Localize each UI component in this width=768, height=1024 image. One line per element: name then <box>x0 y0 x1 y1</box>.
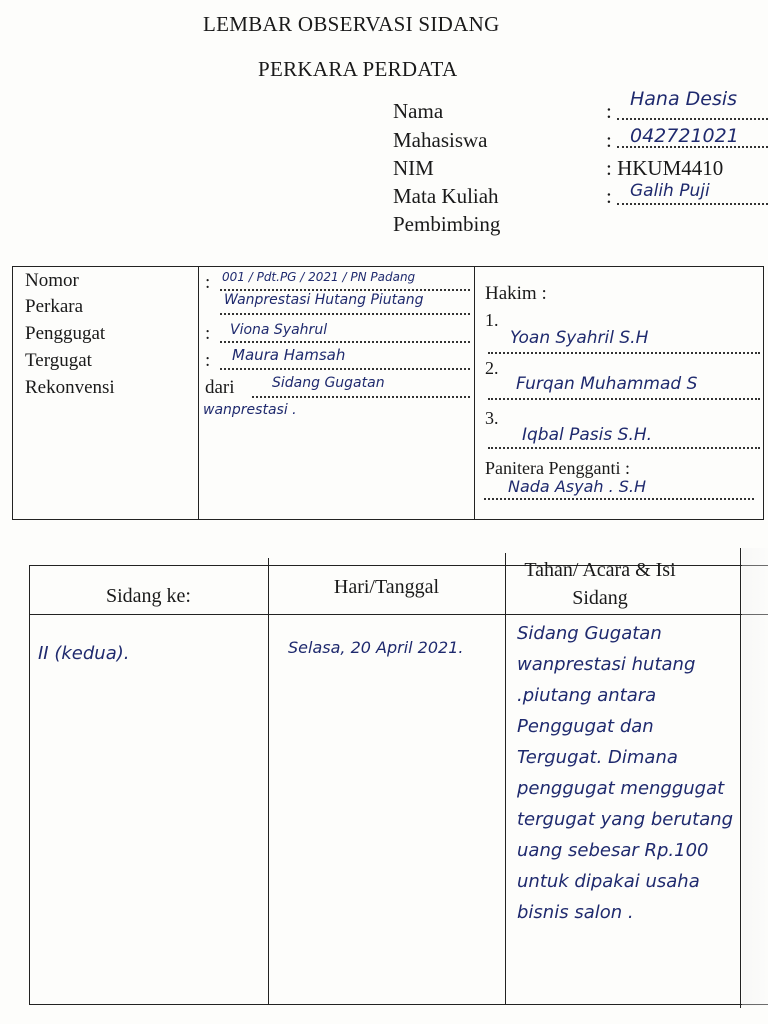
tergugat-value: Maura Hamsah <box>232 346 346 364</box>
judge-2-dotline <box>488 398 760 400</box>
colon: : <box>205 272 211 293</box>
isi-line: tergugat yang berutang <box>517 809 734 830</box>
isi-line: penggugat menggugat <box>517 778 725 799</box>
label-nim: NIM <box>393 156 434 180</box>
row-isi-sidang <box>517 618 768 938</box>
nomor-value: 001 / Pdt.PG / 2021 / PN Padang <box>222 270 416 284</box>
label-hakim: Hakim : <box>485 283 547 304</box>
judge-2-name: Furqan Muhammad S <box>516 374 698 394</box>
header-sidang-ke: Sidang ke: <box>106 585 191 607</box>
isi-line: Penggugat dan <box>517 716 654 737</box>
colon: : <box>606 99 612 123</box>
mata-kuliah-dotline <box>617 203 768 205</box>
table-col-divider-1 <box>268 558 269 1005</box>
colon: : <box>606 184 612 208</box>
perkara-dotline <box>220 313 470 315</box>
table-bottom-border <box>29 1004 768 1005</box>
tergugat-dotline <box>220 368 470 370</box>
judge-1-dotline <box>488 352 760 354</box>
perkara-value: Wanprestasi Hutang Piutang <box>224 292 424 308</box>
panitera-dotline <box>484 498 754 500</box>
form-title: LEMBAR OBSERVASI SIDANG <box>203 12 500 36</box>
table-header-border <box>29 614 768 615</box>
nama-value: Hana Desis <box>630 88 738 110</box>
mahasiswa-value: 042721021 <box>630 125 739 147</box>
isi-line: bisnis salon . <box>517 902 634 923</box>
penggugat-dotline <box>220 341 470 343</box>
nim-text: HKUM4410 <box>617 156 724 180</box>
isi-line: Tergugat. Dimana <box>517 747 678 768</box>
judge-2-number: 2. <box>485 358 499 378</box>
nim-value: : HKUM4410 <box>606 156 724 180</box>
label-mata-kuliah: Mata Kuliah <box>393 184 499 208</box>
colon: : <box>205 323 211 344</box>
rekonvensi-value-line2: wanprestasi . <box>203 402 297 418</box>
isi-line: uang sebesar Rp.100 <box>517 840 709 861</box>
judge-1-name: Yoan Syahril S.H <box>510 328 649 348</box>
rekonvensi-prefix: dari <box>205 377 235 398</box>
label-rekonvensi: Rekonvensi <box>25 377 115 398</box>
mata-kuliah-value: Galih Puji <box>630 181 710 201</box>
isi-line: .piutang antara <box>517 685 657 706</box>
header-acara-isi: Tahan/ Acara & Isi Sidang <box>524 559 676 609</box>
rekonvensi-value-line1: Sidang Gugatan <box>272 375 385 391</box>
judge-1-number: 1. <box>485 310 499 330</box>
row-sidang-ke: II (kedua). <box>38 643 130 664</box>
label-pembimbing: Pembimbing <box>393 212 501 236</box>
panitera-value: Nada Asyah . S.H <box>508 477 647 496</box>
colon: : <box>606 128 612 152</box>
judge-3-name: Iqbal Pasis S.H. <box>522 425 653 445</box>
isi-line: Sidang Gugatan <box>517 623 662 644</box>
row-hari-tanggal: Selasa, 20 April 2021. <box>288 638 464 657</box>
label-panitera: Panitera Pengganti : <box>485 458 630 478</box>
label-mahasiswa: Mahasiswa <box>393 128 488 152</box>
judge-3-number: 3. <box>485 408 499 428</box>
nama-dotline <box>617 118 768 120</box>
isi-line: untuk dipakai usaha <box>517 871 700 892</box>
label-nomor: Nomor <box>25 270 79 291</box>
label-perkara: Perkara <box>25 296 84 317</box>
nomor-dotline <box>220 289 470 291</box>
label-nama: Nama <box>393 99 444 123</box>
judge-3-dotline <box>488 447 760 449</box>
form-subtitle: PERKARA PERDATA <box>258 57 458 81</box>
isi-line: wanprestasi hutang <box>517 654 696 675</box>
label-tergugat: Tergugat <box>25 350 92 371</box>
label-penggugat: Penggugat <box>25 323 106 344</box>
table-left-border <box>29 565 30 1005</box>
penggugat-value: Viona Syahrul <box>230 322 328 338</box>
header-hari-tanggal: Hari/Tanggal <box>333 576 440 598</box>
case-divider-left <box>198 266 199 519</box>
colon: : <box>205 350 211 371</box>
table-col-divider-2 <box>505 553 506 1005</box>
mahasiswa-dotline <box>617 146 768 148</box>
rekonvensi-dotline <box>252 396 470 398</box>
